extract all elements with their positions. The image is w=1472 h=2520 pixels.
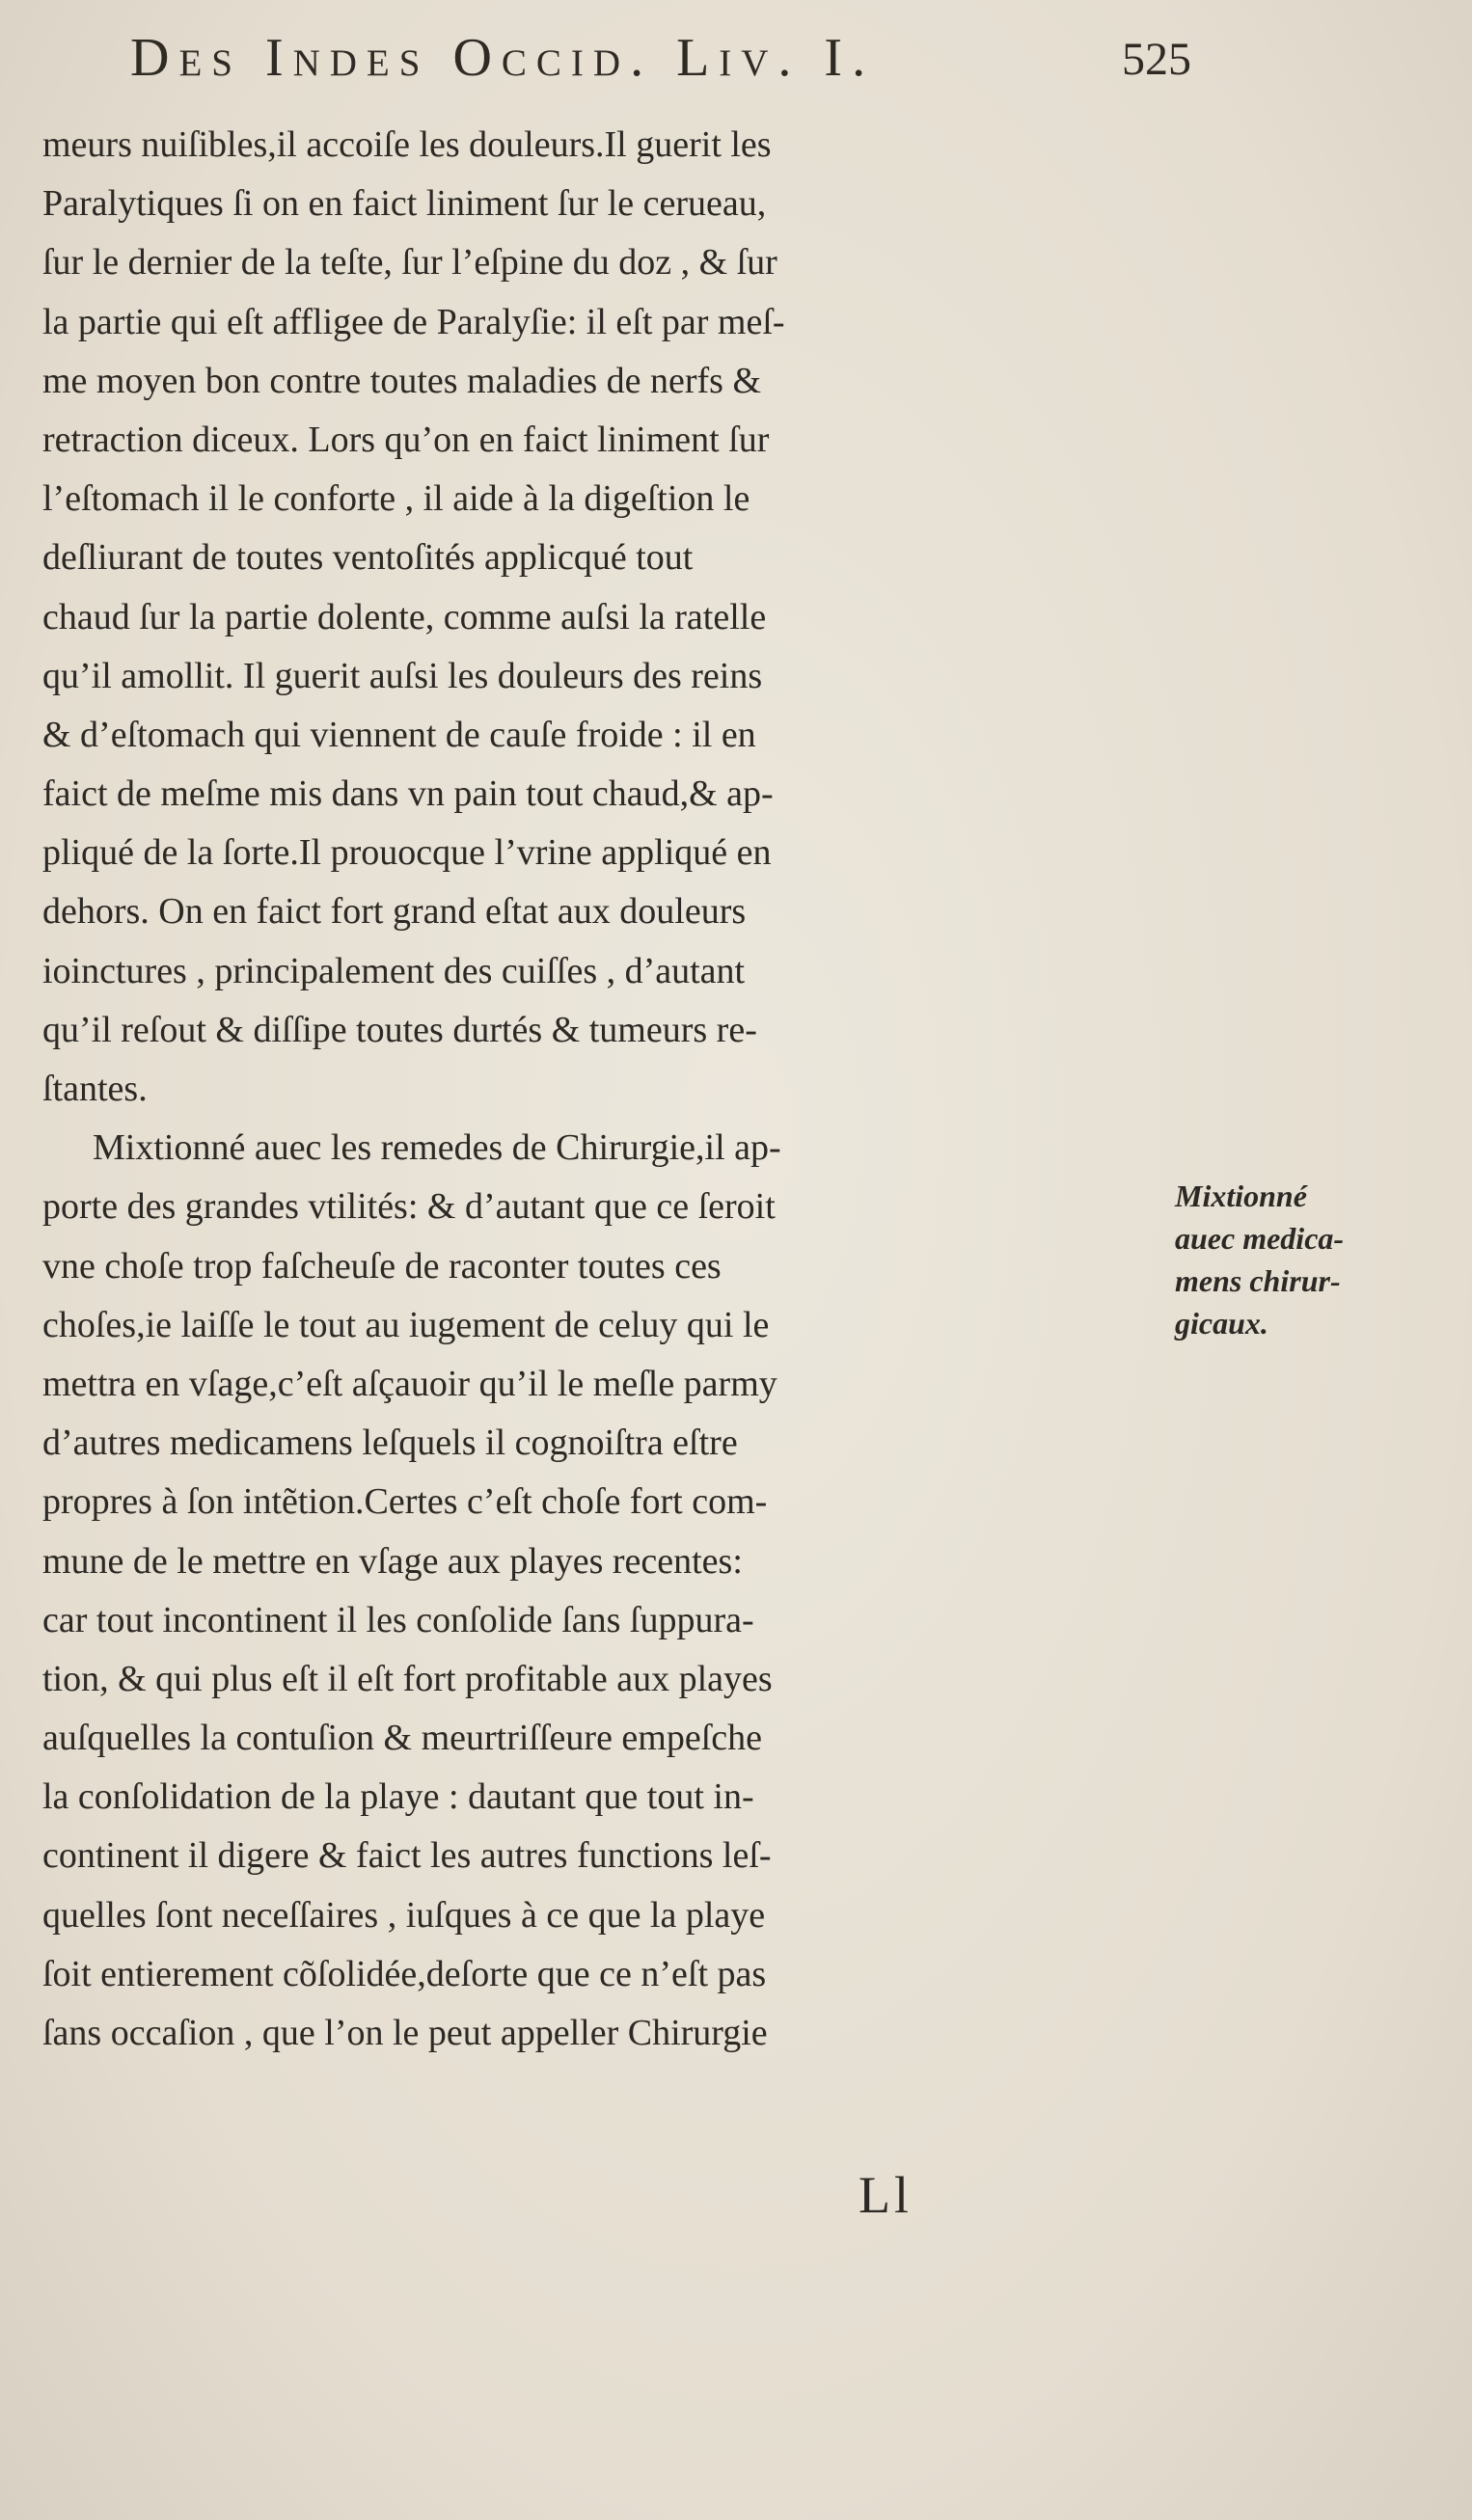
text-line: ſans occaſion , que l’on le peut appeller Chirurgie — [42, 2013, 768, 2053]
text-line: la partie qui eſt affligee de Paralyſie: il eſt par meſ- — [42, 301, 785, 342]
text-line: la conſolidation de la playe : dautant que tout in- — [42, 1776, 754, 1818]
signature-mark: Ll — [859, 2166, 913, 2224]
text-line: meurs nuiſibles,il accoiſe les douleurs.Il guerit les — [42, 124, 772, 165]
text-line: auſquelles la contuſion & meurtriſſeure empeſche — [42, 1718, 763, 1759]
text-line: & d’eſtomach qui viennent de cauſe froide : il en — [42, 714, 756, 755]
text-line: mettra en vſage,c’eſt aſçauoir qu’il le meſle parmy — [42, 1363, 777, 1404]
text-line: Paralytiques ſi on en faict liniment ſur le cerueau, — [42, 183, 767, 225]
text-line: porte des grandes vtilités: & d’autant que ce ſeroit — [42, 1186, 776, 1228]
text-line: qu’il reſout & diſſipe toutes durtés & tumeurs re- — [42, 1009, 757, 1050]
text-line: faict de meſme mis dans vn pain tout chaud,& ap- — [42, 773, 774, 815]
text-line: pliqué de la ſorte.Il prouocque l’vrine appliqué en — [42, 832, 772, 874]
body-text — [42, 116, 1171, 2063]
text-line: propres à ſon intẽtion.Certes c’eſt choſe fort com- — [42, 1481, 768, 1523]
running-head — [130, 27, 1191, 104]
text-line: deſliurant de toutes ventoſités applicqué tout — [42, 537, 694, 579]
text-line: me moyen bon contre toutes maladies de nerfs & — [42, 360, 762, 401]
text-line: mune de le mettre en vſage aux playes recentes: — [42, 1540, 743, 1582]
text-line: retraction diceux. Lors qu’on en faict liniment ſur — [42, 419, 770, 460]
text-line: chaud ſur la partie dolente, comme auſsi la ratelle — [42, 596, 767, 637]
text-line: ſoit entierement cõſolidée,deſorte que ce n’eſt pas — [42, 1953, 767, 1994]
text-line: ſur le dernier de la teſte, ſur l’eſpine du doz , & ſur — [42, 242, 777, 284]
margin-note — [1175, 1175, 1406, 1344]
text-line: qu’il amollit. Il guerit auſsi les douleurs des reins — [42, 655, 763, 696]
text-line: vne choſe trop faſcheuſe de raconter toutes ces — [42, 1245, 722, 1287]
paragraph-start-line: Mixtionné auec les remedes de Chirurgie,il ap- — [93, 1127, 781, 1169]
text-line: dehors. On en faict fort grand eſtat aux douleurs — [42, 891, 747, 933]
text-line: quelles ſont neceſſaires , iuſques à ce que la playe — [42, 1894, 766, 1936]
text-line: tion, & qui plus eſt il eſt fort profitable aux playes — [42, 1658, 773, 1699]
text-line: ſtantes. — [42, 1069, 148, 1109]
text-line: l’eſtomach il le conforte , il aide à la digeſtion le — [42, 478, 750, 520]
text-line: choſes,ie laiſſe le tout au iugement de celuy qui le — [42, 1304, 770, 1345]
text-line: continent il digere & faict les autres functions leſ- — [42, 1835, 772, 1877]
text-line: car tout incontinent il les conſolide ſans ſuppura- — [42, 1599, 754, 1640]
margin-note-line: mens chirur- — [1175, 1263, 1341, 1298]
folio-number: 525 — [1122, 34, 1191, 85]
text-line: ioinctures , principalement des cuiſſes , d’autant — [42, 950, 746, 991]
margin-note-line: Mixtionné — [1175, 1179, 1307, 1213]
running-title: Des Indes Occid. Liv. I. — [130, 28, 876, 88]
margin-note-line: auec medica- — [1175, 1221, 1345, 1256]
text-line: d’autres medicamens leſquels il cognoiſtra eſtre — [42, 1423, 738, 1464]
margin-note-line: gicaux. — [1175, 1306, 1268, 1341]
